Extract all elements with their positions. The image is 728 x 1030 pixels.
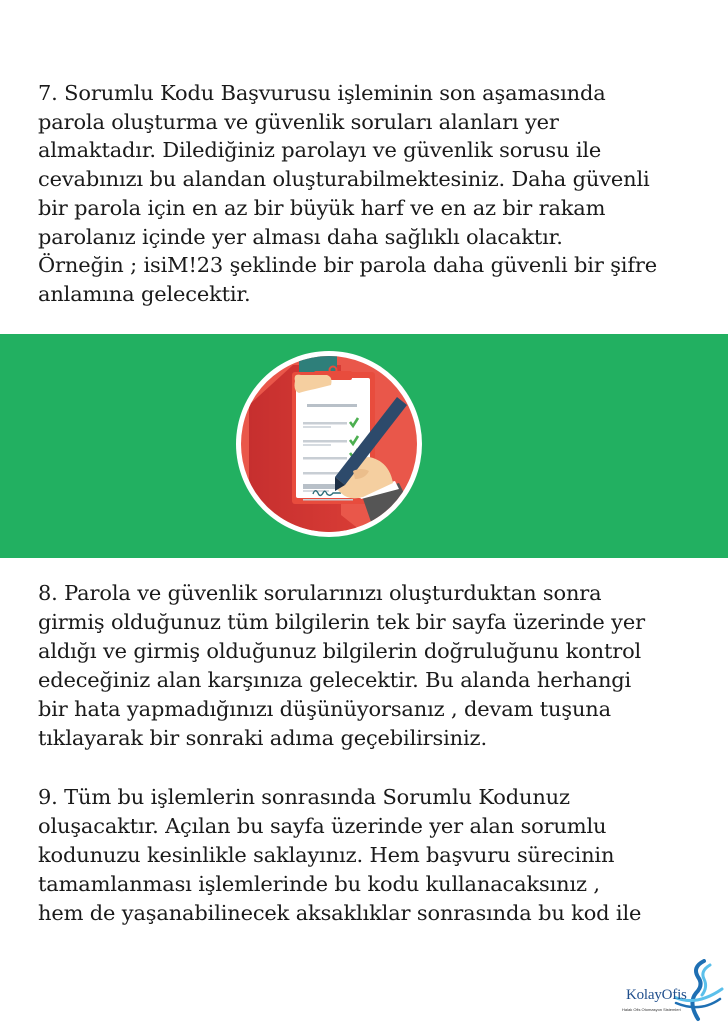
section-8-paragraph <box>38 579 718 753</box>
clipboard-checklist-signing-icon <box>229 345 429 545</box>
text-line: Örneğin ; isiM!23 şeklinde bir parola daha güvenli bir şifre <box>38 253 658 278</box>
text-line: parola oluşturma ve güvenlik soruları alanları yer <box>38 109 559 134</box>
text-line: kodunuzu kesinlikle saklayınız. Hem başvuru sürecinin <box>38 843 615 867</box>
text-line: bir parola için en az bir büyük harf ve en az bir rakam <box>38 195 606 220</box>
text-line: aldığı ve girmiş olduğunuz bilgilerin doğruluğunu kontrol <box>38 639 642 663</box>
text-line: 8. Parola ve güvenlik sorularınızı oluşturduktan sonra <box>38 581 602 605</box>
kolayofis-logo <box>612 955 728 1030</box>
text-line: hem de yaşanabilinecek aksaklıklar sonrasında bu kod ile <box>38 901 642 925</box>
text-line: 9. Tüm bu işlemlerin sonrasında Sorumlu Kodunuz <box>38 785 570 809</box>
section-9-paragraph <box>38 783 718 928</box>
text-line: tıklayarak bir sonraki adıma geçebilirsiniz. <box>38 726 487 750</box>
text-line: bir hata yapmadığınızı düşünüyorsanız , devam tuşuna <box>38 697 611 721</box>
text-line: oluşacaktır. Açılan bu sayfa üzerinde yer alan sorumlu <box>38 814 607 838</box>
text-line: almaktadır. Dilediğiniz parolayı ve güvenlik sorusu ile <box>38 138 602 163</box>
text-line: anlamına gelecektir. <box>38 281 251 306</box>
text-line: 7. Sorumlu Kodu Başvurusu işleminin son aşamasında <box>38 81 606 105</box>
text-line: tamamlanması işlemlerinde bu kodu kullanacaksınız , <box>38 872 600 896</box>
section-7-paragraph <box>38 79 718 309</box>
text-line: girmiş olduğunuz tüm bilgilerin tek bir sayfa üzerinde yer <box>38 610 645 634</box>
text-line: edeceğiniz alan karşınıza gelecektir. Bu alanda herhangi <box>38 668 632 692</box>
text-line: parolanız içinde yer alması daha sağlıklı olacaktır. <box>38 224 563 249</box>
text-line: cevabınızı bu alandan oluşturabilmektesiniz. Daha güvenli <box>38 167 650 192</box>
logo-tagline: Halak Ofis Otomasyon Sistemleri <box>622 1007 681 1012</box>
logo-name: KolayOfis <box>626 987 687 1003</box>
